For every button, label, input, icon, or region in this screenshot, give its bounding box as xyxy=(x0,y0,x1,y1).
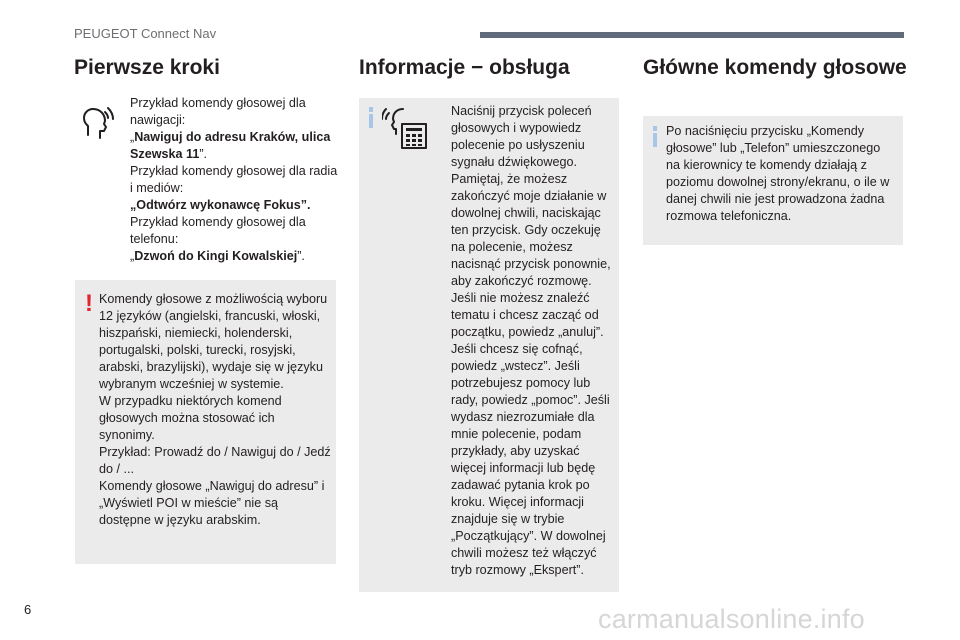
info-i-icon xyxy=(653,126,657,131)
exclamation-icon: ! xyxy=(85,290,93,317)
info-text: Po naciśnięciu przycisku „Komendy głosowe” lub „Telefon” umieszczonego na kierownicy te komendy działają z poziomu dowolnej strony/ekranu, o ile w danej chwili nie jest prowadzona żadna rozmowa telefoniczna. xyxy=(666,124,890,223)
info-i-icon xyxy=(369,114,373,128)
example-line: „Nawiguj do adresu Kraków, ulica Szewska 11”. xyxy=(130,130,331,161)
voice-command-examples xyxy=(130,95,340,265)
section-heading-info-operation: Informacje − obsługa xyxy=(359,56,570,79)
example-line: Przykład komendy głosowej dla radia i mediów: xyxy=(130,164,338,195)
example-line: Przykład komendy głosowej dla telefonu: xyxy=(130,215,306,246)
warning-text xyxy=(99,291,331,529)
warning-line: Komendy głosowe „Nawiguj do adresu” i „Wyświetl POI w mieście” nie są dostępne w języku arabskim. xyxy=(99,479,325,527)
info-i-icon xyxy=(653,133,657,147)
speaking-head-icon xyxy=(80,104,116,140)
example-line: „Odtwórz wykonawcę Fokus”. xyxy=(130,198,311,212)
document-header-title: PEUGEOT Connect Nav xyxy=(74,26,217,41)
section-heading-first-steps: Pierwsze kroki xyxy=(74,56,220,79)
speaking-head-keypad-icon xyxy=(382,104,430,152)
info-text: Naciśnij przycisk poleceń głosowych i wypowiedz polecenie po usłyszeniu sygnału dźwiękowego. Pamiętaj, że możesz zakończyć moje działanie w dowolnej chwili, naciskając ten przycisk. Gdy oczekuję na polecenie, możesz nacisnąć przycisk ponownie, aby zakończyć rozmowę. Jeśli nie możesz znaleźć tematu i chcesz zacząć od początku, powiedz „anuluj”. Jeśli chcesz się cofnąć, powiedz „wstecz”. Jeśli potrzebujesz pomocy lub rady, powiedz „pomoc”. Jeśli wydasz niezrozumiałe dla mnie polecenie, podam przykłady, aby uzyskać więcej informacji lub będę zadawać pytania krok po kroku. Więcej informacji znajduje się w trybie „Początkujący”. W dowolnej chwili możesz też włączyć tryb rozmowy „Ekspert”. xyxy=(451,104,611,577)
info-i-icon xyxy=(369,107,373,112)
section-heading-main-voice-commands: Główne komendy głosowe xyxy=(643,56,907,79)
example-line: „Dzwoń do Kingi Kowalskiej”. xyxy=(130,249,305,263)
header-bar xyxy=(480,32,904,38)
warning-line: Komendy głosowe z możliwością wyboru 12 języków (angielski, francuski, włoski, hiszpański, niemiecki, holenderski, portugalski, polski, turecki, rosyjski, arabski, brazylijski), wydaje się w języku wybranym wcześniej w systemie. xyxy=(99,292,328,391)
warning-line: Przykład: Prowadź do / Nawiguj do / Jedź do / ... xyxy=(99,445,331,476)
example-line: Przykład komendy głosowej dla nawigacji: xyxy=(130,96,306,127)
watermark: carmanualsonline.info xyxy=(598,604,865,634)
warning-line: W przypadku niektórych komend głosowych można stosować ich synonimy. xyxy=(99,394,282,442)
page-number: 6 xyxy=(24,602,32,617)
